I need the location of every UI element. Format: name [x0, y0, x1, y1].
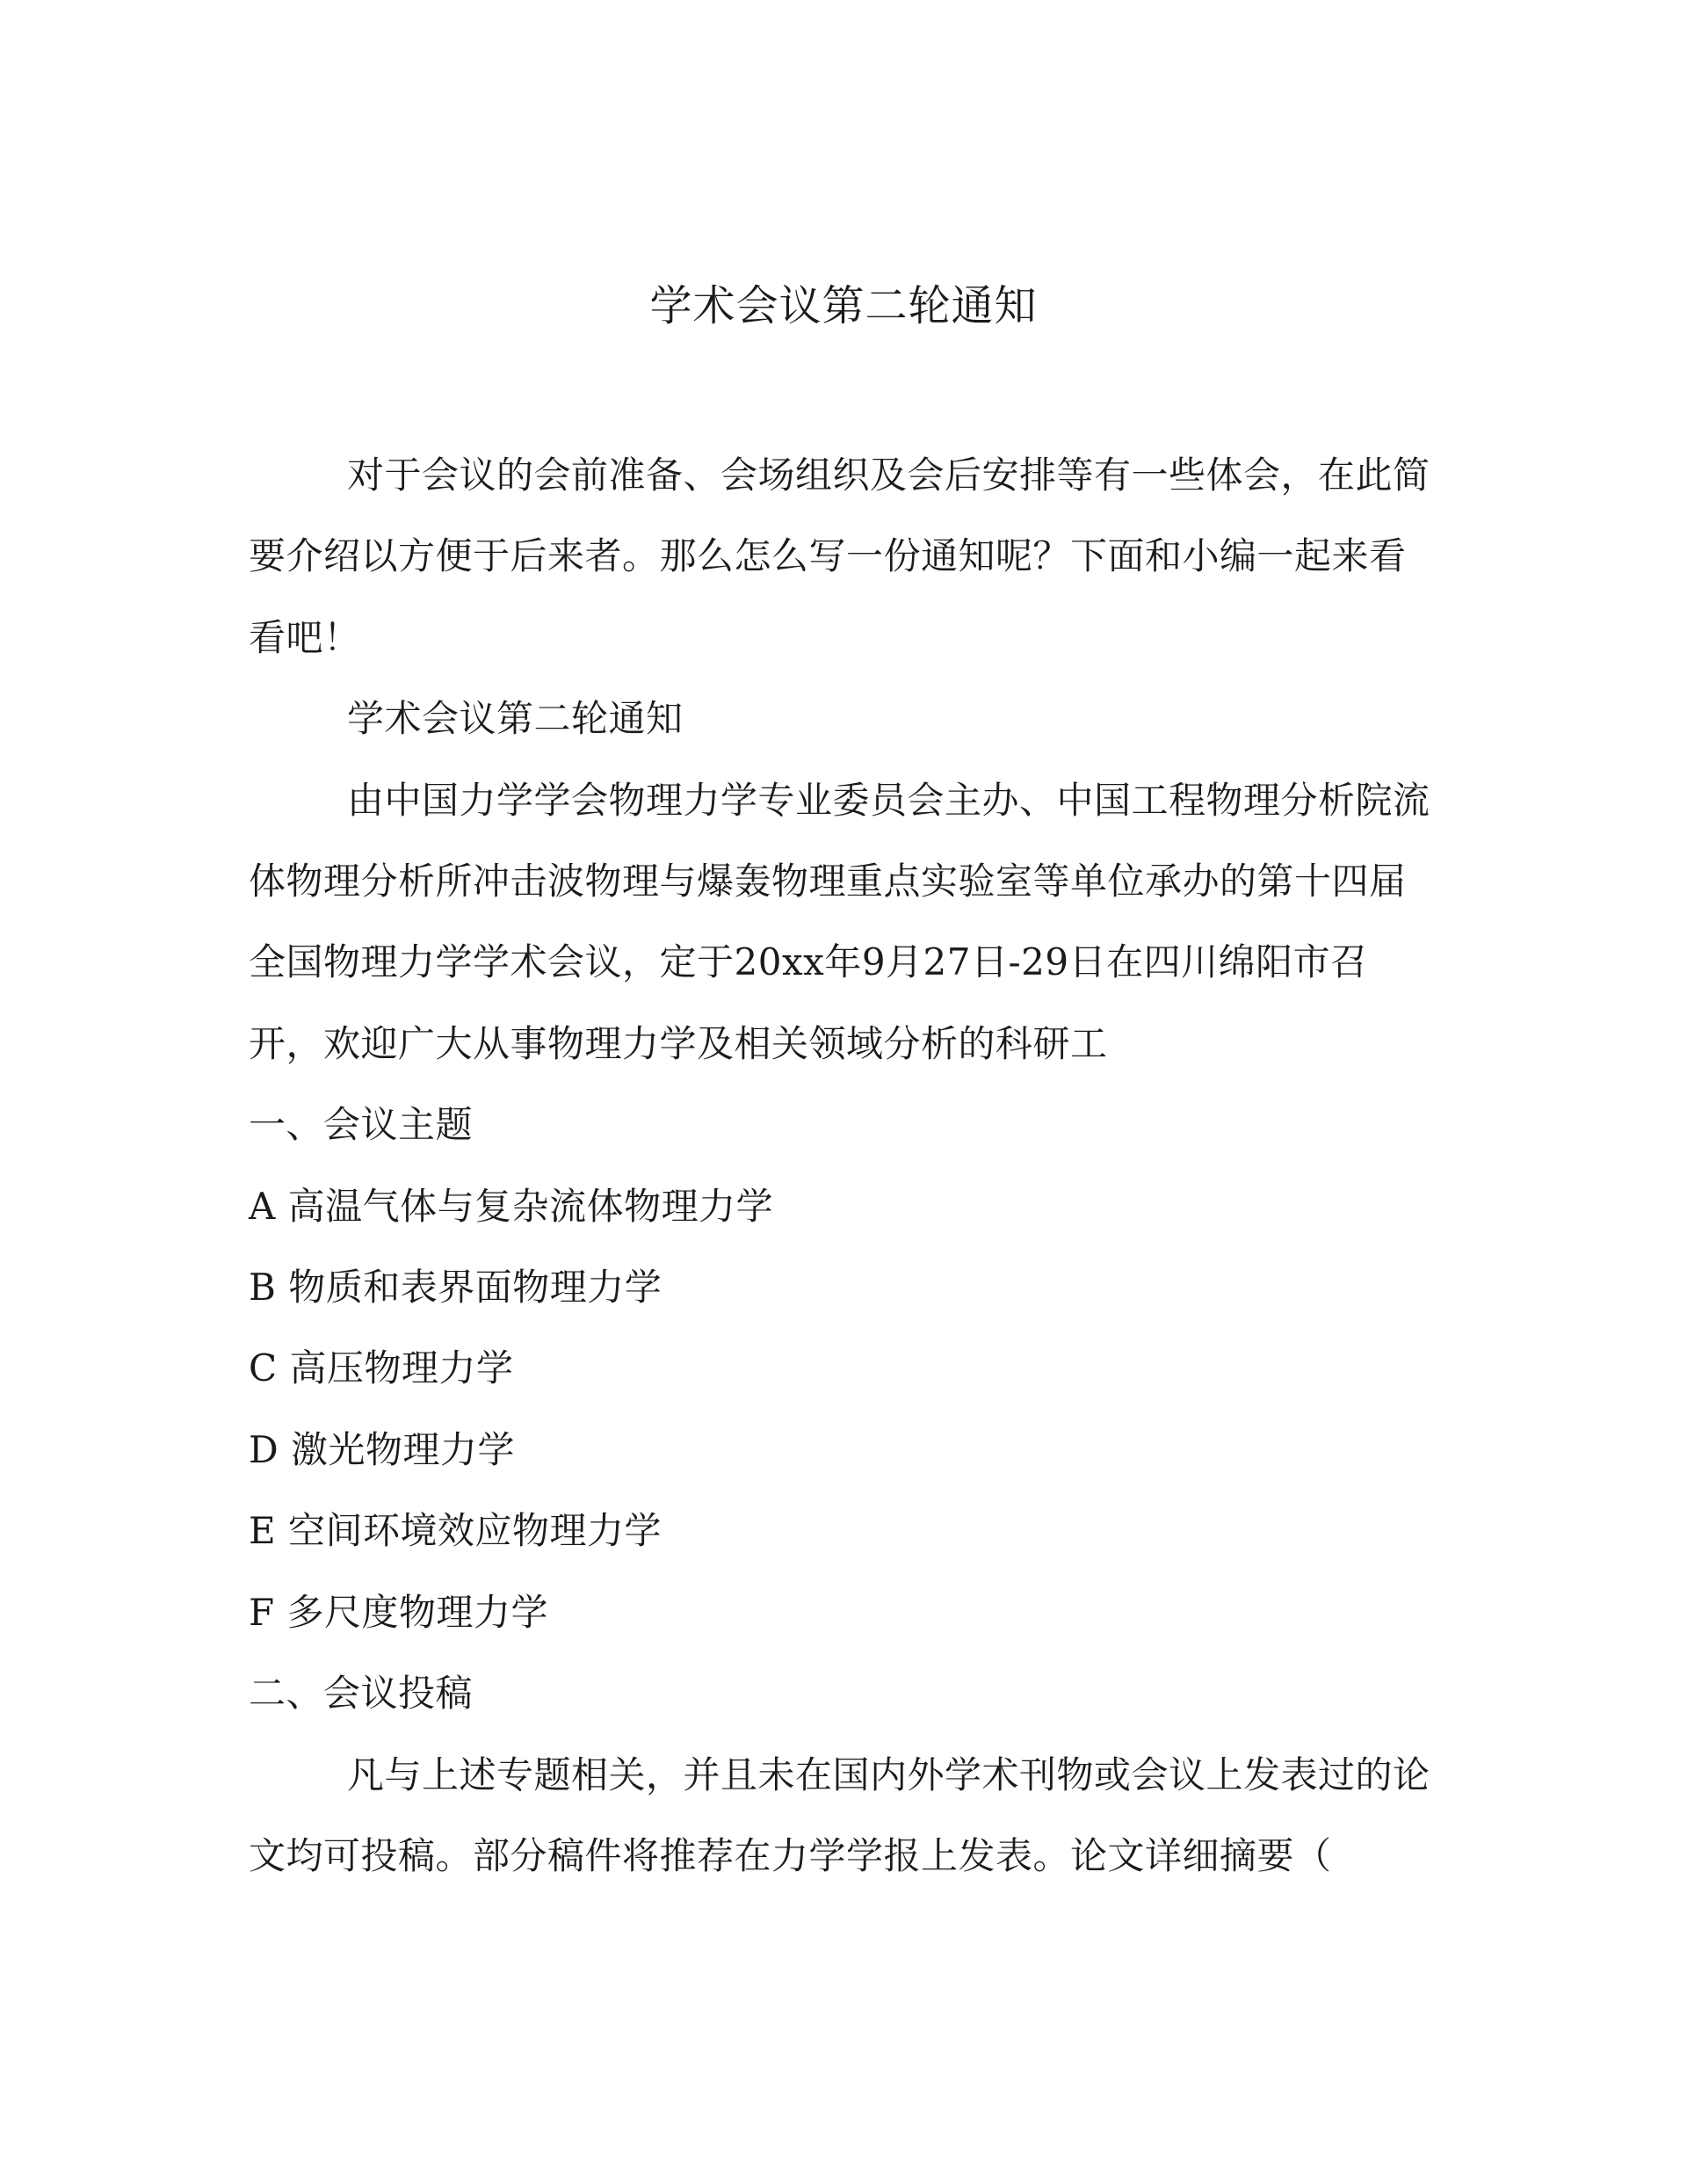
body-paragraph: 由中国力学学会物理力学专业委员会主办、中国工程物理分析院流体物理分析所冲击波物理与爆轰物理重点实验室等单位承办的第十四届全国物理力学学术会议，定于20xx年9月27日-29日在四川绵阳市召开，欢迎广大从事物理力学及相关领域分析的科研工: [249, 778, 1430, 1065]
document-body: [249, 435, 1439, 1897]
intro-paragraph: 对于会议的会前准备、会场组织及会后安排等有一些体会，在此简要介绍以方便于后来者。那么怎么写一份通知呢？下面和小编一起来看看吧！: [249, 453, 1430, 659]
topic-item: F 多尺度物理力学: [249, 1590, 548, 1634]
submission-paragraph: 凡与上述专题相关，并且未在国内外学术刊物或会议上发表过的论文均可投稿。部分稿件将推荐在力学学报上发表。论文详细摘要（: [249, 1752, 1430, 1877]
subtitle-paragraph: 学术会议第二轮通知: [347, 697, 684, 741]
topic-item: B 物质和表界面物理力学: [249, 1266, 662, 1310]
topic-item: A 高温气体与复杂流体物理力学: [249, 1184, 774, 1228]
document-title: 学术会议第二轮通知: [649, 281, 1038, 330]
section-heading-topics: 一、会议主题: [249, 1103, 474, 1147]
topic-item: D 激光物理力学: [249, 1427, 516, 1471]
topic-item: E 空间环境效应物理力学: [249, 1509, 662, 1553]
section-heading-submission: 二、会议投稿: [249, 1672, 474, 1716]
topic-item: C 高压物理力学: [249, 1346, 514, 1390]
